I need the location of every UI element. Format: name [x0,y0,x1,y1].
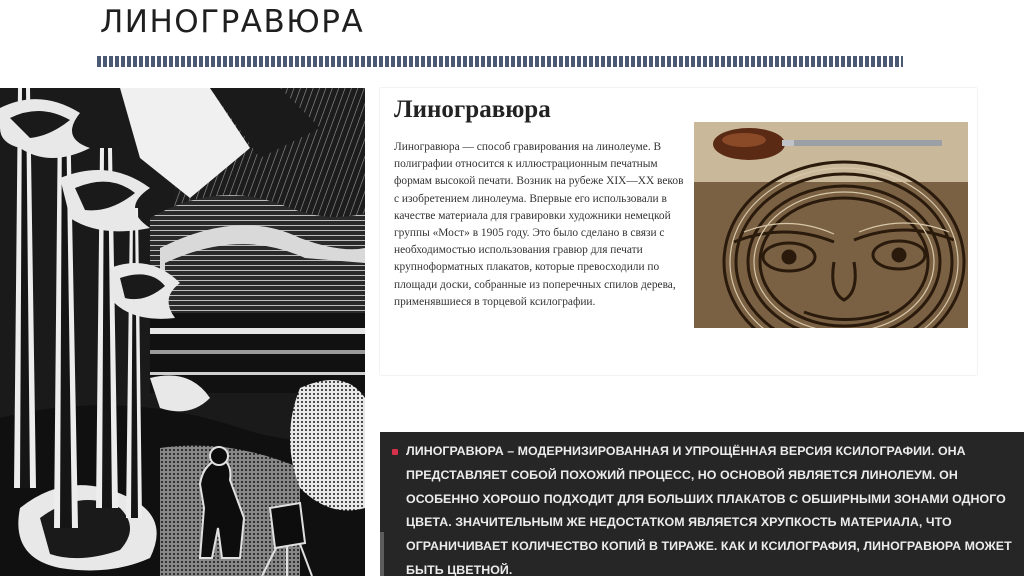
slide-title: ЛИНОГРАВЮРА [100,4,365,40]
linocut-carving-face-photo [694,122,968,328]
caption-edge [380,532,384,576]
linocut-landscape-artwork [0,88,365,576]
card-title: Линогравюра [394,96,551,123]
title-divider [97,56,903,67]
caption-text: ЛИНОГРАВЮРА – МОДЕРНИЗИРОВАННАЯ И УПРОЩЁННАЯ ВЕРСИЯ КСИЛОГРАФИИ. ОНА ПРЕДСТАВЛЯЕТ СОБОЙ ПОХОЖИЙ ПРОЦЕСС, НО ОСНОВОЙ ЯВЛЯЕТСЯ ЛИНОЛЕУМ. ОН ОСОБЕННО ХОРОШО ПОДХОДИТ ДЛЯ БОЛЬШИХ ПЛАКАТОВ С ОБШИРНЫМИ ЗОНАМИ ОДНОГО ЦВЕТА. ЗНАЧИТЕЛЬНЫМ ЖЕ НЕДОСТАТКОМ ЯВЛЯЕТСЯ ХРУПКОСТЬ МАТЕРИАЛА, ЧТО ОГРАНИЧИВАЕТ КОЛИЧЕСТВО КОПИЙ В ТИРАЖЕ. КАК И КСИЛОГРАФИЯ, ЛИНОГРАВЮРА МОЖЕТ БЫТЬ ЦВЕТНОЙ. [406,444,1012,577]
caption-box [380,432,1024,576]
card-paragraph: Линогравюра — способ гравирования на линолеуме. В полиграфии относится к иллюстрационным печатным формам высокой печати. Возник на рубеже XIX—XX веков с изобретением линолеума. Впервые его использовали в качестве материала для гравировки художники немецкой группы «Мост» в 1905 году. Это было сделано в связи с необходимостью использования гравюр для печати крупноформатных плакатов, которые превосходили по площади доски, собранные из поперечных спилов дерева, применявшиеся в торцевой ксилографии. [394,141,684,308]
reference-card [380,88,977,375]
bullet-icon [392,449,398,455]
